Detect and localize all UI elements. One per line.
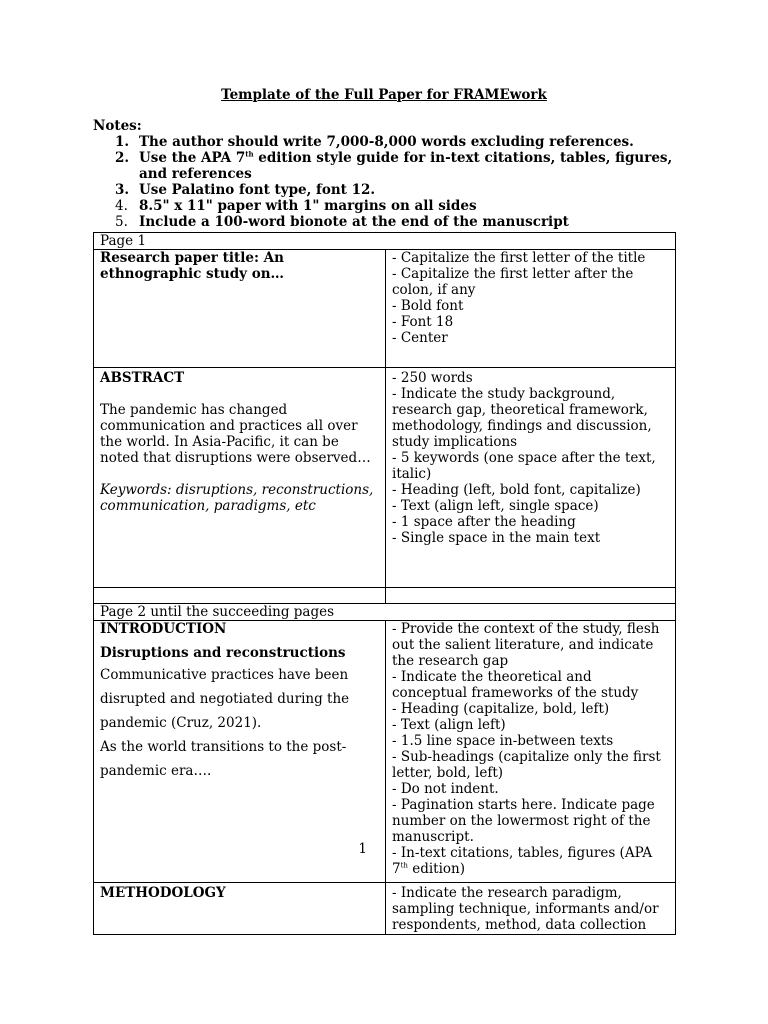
note-item — [112, 182, 682, 198]
table-row — [94, 368, 676, 588]
empty-cell — [386, 588, 676, 604]
page2-label: Page 2 until the succeeding pages — [94, 604, 676, 621]
note-item — [112, 134, 682, 150]
instruction-line: - Font 18 — [392, 314, 454, 330]
notes-label: Notes: — [93, 118, 142, 134]
note-number: 2. — [115, 150, 130, 166]
intro-cell-right — [386, 621, 676, 883]
note-number: 5. — [115, 214, 128, 230]
intro-heading: INTRODUCTION — [100, 621, 227, 637]
note-item — [112, 198, 682, 214]
abstract-text: The pandemic has changed communication and practices all over the world. In Asia-Pacific, it can be noted that disruptions were observed… — [100, 402, 371, 466]
abstract-heading: ABSTRACT — [100, 370, 185, 386]
page-number: 1 — [358, 841, 367, 857]
document-title: Template of the Full Paper for FRAMEwork — [221, 87, 547, 103]
instruction-line: - Bold font — [392, 298, 464, 314]
empty-cell — [94, 588, 386, 604]
instruction-line: - Heading (left, bold font, capitalize) — [392, 482, 641, 498]
intro-paragraph: As the world transitions to the post-pandemic era…. — [100, 739, 347, 779]
instruction-line: - 5 keywords (one space after the text, italic) — [392, 450, 656, 482]
instruction-line: - Center — [392, 330, 448, 346]
note-number: 1. — [115, 134, 130, 150]
instruction-line: - Single space in the main text — [392, 530, 601, 546]
instruction-line: - Pagination starts here. Indicate page number on the lowermost right of the manuscript. — [392, 797, 655, 845]
table-row — [94, 250, 676, 368]
note-text-suffix: edition style guide for in-text citations, tables, figures, and references — [139, 150, 673, 182]
note-number: 4. — [115, 198, 128, 214]
table-row — [94, 621, 676, 883]
instruction-line: - Capitalize the first letter of the title — [392, 250, 646, 266]
note-text-prefix: Use the APA 7 — [139, 150, 246, 166]
title-instruction-left — [94, 250, 386, 368]
note-text: Use Palatino font type, font 12. — [139, 182, 376, 198]
note-superscript: th — [245, 149, 254, 159]
instruction-line: - 1 space after the heading — [392, 514, 576, 530]
instruction-line — [392, 845, 669, 877]
instruction-line: - Capitalize the first letter after the colon, if any — [392, 266, 634, 298]
abstract-cell-left — [94, 368, 386, 588]
instruction-line: - Indicate the research paradigm, sampling technique, informants and/or respondents, method, data collection — [392, 885, 659, 933]
table-row — [94, 233, 676, 250]
note-text: 8.5" x 11" paper with 1" margins on all sides — [139, 198, 477, 214]
instruction-line: - Do not indent. — [392, 781, 499, 797]
page1-label: Page 1 — [94, 233, 676, 250]
instruction-text-suffix: edition) — [407, 861, 465, 877]
instruction-line: - Sub-headings (capitalize only the first letter, bold, left) — [392, 749, 661, 781]
intro-paragraph: Communicative practices have been disrupted and negotiated during the pandemic (Cruz, 2021). — [100, 667, 350, 731]
notes-list — [112, 134, 682, 230]
instruction-line: - 1.5 line space in-between texts — [392, 733, 614, 749]
note-number: 3. — [115, 182, 130, 198]
instruction-superscript: th — [400, 861, 408, 870]
instruction-line: - Heading (capitalize, bold, left) — [392, 701, 610, 717]
title-instruction-right — [386, 250, 676, 368]
table-row — [94, 604, 676, 621]
intro-cell-left — [94, 621, 386, 883]
instruction-text-prefix: - In-text citations, tables, figures (APA 7 — [392, 845, 653, 877]
note-item — [112, 150, 682, 182]
note-item — [112, 214, 682, 230]
abstract-cell-right — [386, 368, 676, 588]
method-heading: METHODOLOGY — [100, 885, 226, 901]
instruction-line: - Text (align left) — [392, 717, 506, 733]
note-text: Include a 100-word bionote at the end of the manuscript — [139, 214, 569, 230]
table-row-empty — [94, 588, 676, 604]
method-cell-left — [94, 883, 386, 935]
intro-subheading: Disruptions and reconstructions — [100, 645, 346, 661]
template-table — [93, 232, 676, 935]
note-text: The author should write 7,000-8,000 words excluding references. — [139, 134, 634, 150]
method-cell-right — [386, 883, 676, 935]
instruction-line: - 250 words — [392, 370, 473, 386]
instruction-line: - Provide the context of the study, flesh out the salient literature, and indicate the research gap — [392, 621, 660, 669]
instruction-line: - Indicate the theoretical and conceptual frameworks of the study — [392, 669, 639, 701]
instruction-line: - Indicate the study background, research gap, theoretical framework, methodology, findings and discussion, study implications — [392, 386, 652, 450]
instruction-line: - Text (align left, single space) — [392, 498, 599, 514]
keywords-text: Keywords: disruptions, reconstructions, communication, paradigms, etc — [100, 482, 374, 514]
table-row — [94, 883, 676, 935]
paper-title-sample: Research paper title: An ethnographic study on… — [100, 250, 285, 282]
